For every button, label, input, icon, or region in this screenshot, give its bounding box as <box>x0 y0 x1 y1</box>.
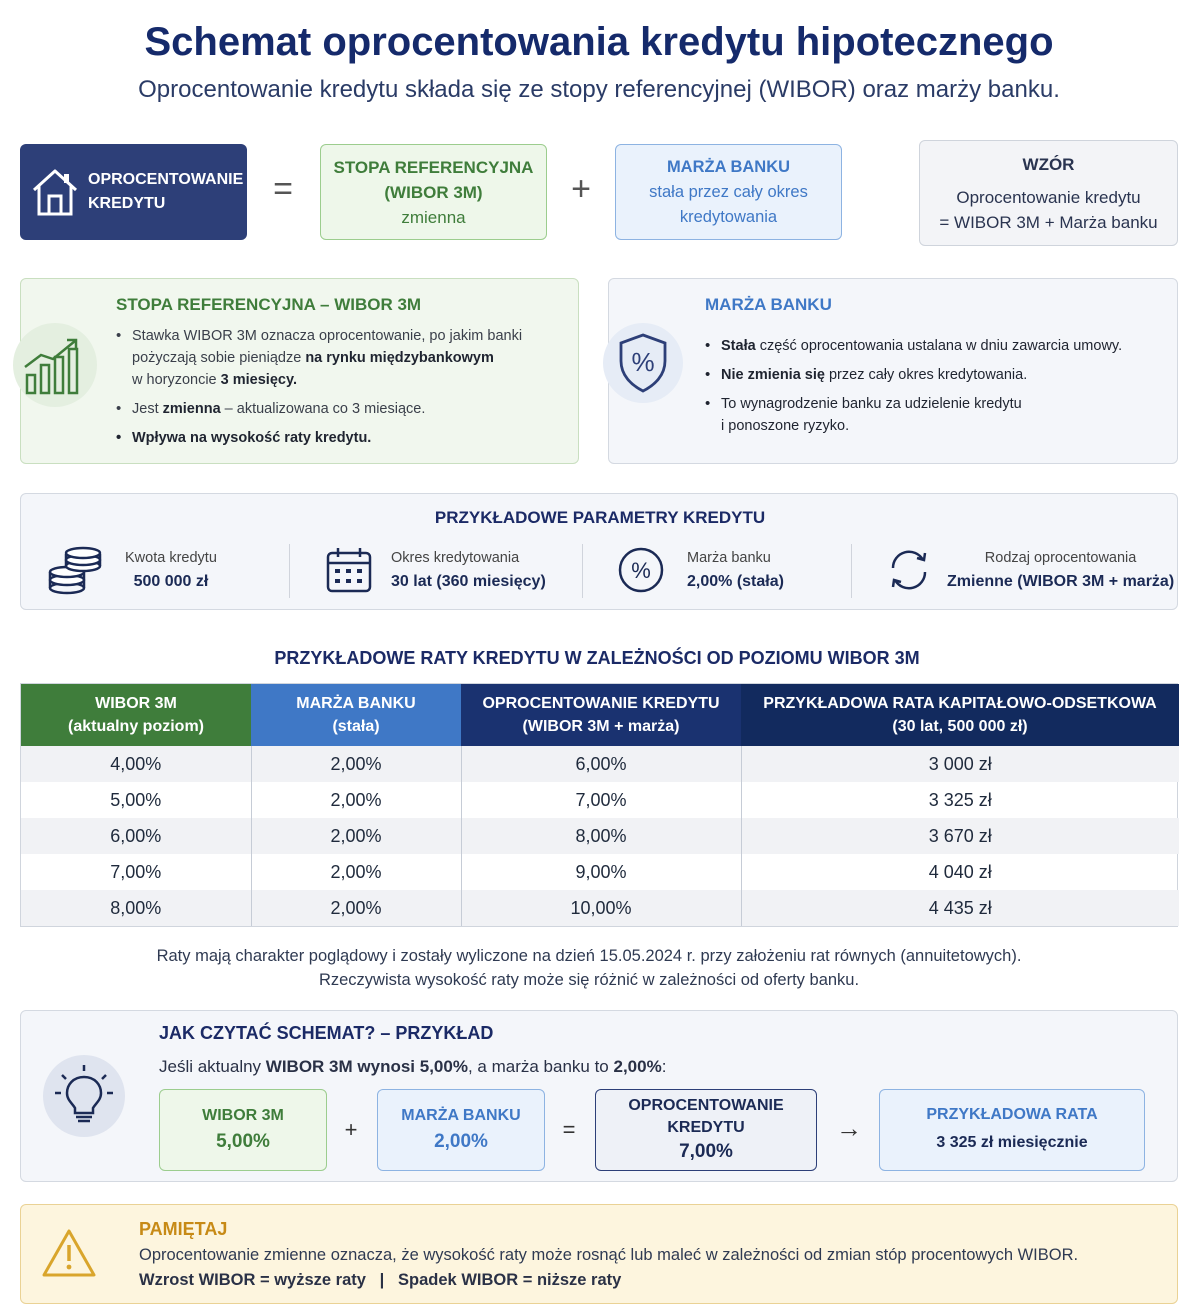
margin-bullet-2: • Nie zmienia się przez cały okres kredytowania. <box>705 364 1165 386</box>
pattern-title: WZÓR <box>1022 154 1075 174</box>
table-cell: 8,00% <box>461 818 741 854</box>
table-note-line2: Rzeczywista wysokość raty może się różnić w zależności od oferty banku. <box>318 971 860 989</box>
param-amount <box>47 542 287 598</box>
table-cell: 3 325 zł <box>928 789 992 810</box>
col-header-wibor: WIBOR 3M (aktualny poziom) <box>21 684 251 746</box>
refresh-icon <box>885 546 933 594</box>
wibor-card-title: STOPA REFERENCYJNA – WIBOR 3M <box>116 295 422 314</box>
param-amount-label: Kwota kredytu <box>125 550 217 566</box>
wibor-bullets <box>116 325 556 456</box>
table-cell: 2,00% <box>251 746 461 782</box>
calendar-icon <box>325 545 373 595</box>
remember-title: PAMIĘTAJ <box>139 1219 228 1239</box>
rates-table-title: PRZYKŁADOWE RATY KREDYTU W ZALEŻNOŚCI OD POZIOMU WIBOR 3M <box>274 648 920 668</box>
ref-line3: zmienna <box>401 207 466 227</box>
page-subtitle: Oprocentowanie kredytu składa się ze stopy referencyjnej (WIBOR) oraz marży banku. <box>138 76 1060 103</box>
table-cell: 2,00% <box>251 890 461 926</box>
table-cell: 8,00% <box>21 890 251 926</box>
table-note <box>0 944 1178 992</box>
wibor-bullet-2: • Jest zmienna – aktualizowana co 3 miesiące. <box>116 398 556 420</box>
rates-table <box>21 684 1179 926</box>
formula-pattern-box <box>919 140 1178 246</box>
wibor-bullet-1: • Stawka WIBOR 3M oznacza oprocentowanie, po jakim banki pożyczają sobie pieniądze na rynku międzybankowym w horyzoncie 3 miesięcy. <box>116 325 556 391</box>
param-divider <box>851 544 852 598</box>
chart-growth-icon <box>13 323 97 407</box>
example-wibor-box: WIBOR 3M 5,00% <box>159 1089 327 1171</box>
table-header-row <box>21 684 1179 746</box>
table-cell: 4,00% <box>21 746 251 782</box>
svg-text:%: % <box>631 558 651 583</box>
margin-info-card <box>608 278 1178 464</box>
col-header-margin: MARŻA BANKU (stała) <box>251 684 461 746</box>
main-rate-line1: OPROCENTOWANIE <box>88 171 244 188</box>
example-rate-box: OPROCENTOWANIE KREDYTU 7,00% <box>595 1089 817 1171</box>
page-title: Schemat oprocentowania kredytu hipotecznego <box>144 20 1054 64</box>
margin-bullet-3: • To wynagrodzenie banku za udzielenie kredytu i ponoszone ryzyko. <box>705 393 1165 437</box>
house-icon <box>30 166 80 218</box>
table-cell: 2,00% <box>251 782 461 818</box>
example-installment-box: PRZYKŁADOWA RATA 3 325 zł miesięcznie <box>879 1089 1145 1171</box>
example-margin-box: MARŻA BANKU 2,00% <box>377 1089 545 1171</box>
param-type-value: Zmienne (WIBOR 3M + marża) <box>947 573 1175 590</box>
main-rate-box <box>20 144 247 240</box>
margin-card-title: MARŻA BANKU <box>705 295 832 314</box>
param-margin-value: 2,00% (stała) <box>687 573 784 590</box>
col-header-rate: OPROCENTOWANIE KREDYTU (WIBOR 3M + marża) <box>461 684 741 746</box>
param-period-value: 30 lat (360 miesięcy) <box>391 573 546 590</box>
coins-icon <box>47 542 103 598</box>
table-cell: 4 040 zł <box>928 861 992 882</box>
table-row <box>21 818 1179 854</box>
param-divider <box>582 544 583 598</box>
margin-line3: kredytowania <box>679 207 778 226</box>
param-margin-label: Marża banku <box>687 550 771 566</box>
table-cell: 6,00% <box>21 818 251 854</box>
example-intro: Jeśli aktualny WIBOR 3M wynosi 5,00%, a marża banku to 2,00%: <box>159 1057 667 1076</box>
table-cell: 7,00% <box>21 854 251 890</box>
example-arrow: → <box>836 1113 862 1143</box>
wibor-bullet-3: • Wpływa na wysokość raty kredytu. <box>116 427 556 449</box>
ref-line1: STOPA REFERENCYJNA <box>333 157 534 177</box>
remember-section <box>20 1204 1178 1304</box>
param-type <box>885 542 1175 598</box>
lightbulb-icon <box>43 1055 125 1137</box>
reference-rate-box <box>320 144 547 240</box>
margin-line2: stała przez cały okres <box>649 182 808 201</box>
bank-margin-box <box>615 144 842 240</box>
main-rate-line2: KREDYTU <box>88 195 166 212</box>
margin-bullet-1: • Stała część oprocentowania ustalana w dniu zawarcia umowy. <box>705 335 1165 357</box>
percent-icon <box>617 546 665 594</box>
param-margin <box>617 542 837 598</box>
param-amount-value: 500 000 zł <box>133 573 209 590</box>
wibor-info-card <box>20 278 579 464</box>
table-cell: 3 670 zł <box>741 818 1179 854</box>
params-title: PRZYKŁADOWE PARAMETRY KREDYTU <box>434 508 766 527</box>
col-header-installment: PRZYKŁADOWA RATA KAPITAŁOWO-ODSETKOWA (30 lat, 500 000 zł) <box>741 684 1179 746</box>
pattern-line1: Oprocentowanie kredytu <box>956 187 1141 207</box>
table-cell: 6,00% <box>461 746 741 782</box>
plus-sign: + <box>571 170 591 208</box>
table-cell: 5,00% <box>21 782 251 818</box>
table-row <box>21 746 1179 782</box>
example-plus: + <box>344 1117 358 1142</box>
shield-percent-icon <box>603 323 683 403</box>
example-title: JAK CZYTAĆ SCHEMAT? – PRZYKŁAD <box>159 1023 494 1043</box>
table-cell: 10,00% <box>461 890 741 926</box>
params-section <box>20 493 1178 610</box>
table-cell: 2,00% <box>251 854 461 890</box>
rates-table-wrapper <box>20 683 1178 927</box>
pattern-line2: = WIBOR 3M + Marża banku <box>939 212 1158 232</box>
table-cell: 7,00% <box>461 782 741 818</box>
remember-rule: Wzrost WIBOR = wyższe raty | Spadek WIBOR = niższe raty <box>139 1271 622 1289</box>
svg-text:%: % <box>631 347 655 377</box>
table-row <box>21 782 1179 818</box>
param-period-label: Okres kredytowania <box>391 550 520 566</box>
equals-sign: = <box>273 170 293 208</box>
param-type-label: Rodzaj oprocentowania <box>984 550 1137 566</box>
table-note-line1: Raty mają charakter poglądowy i zostały wyliczone na dzień 15.05.2024 r. przy założeniu rat równych (annuitetowych). <box>156 947 1022 965</box>
remember-text: Oprocentowanie zmienne oznacza, że wysokość raty może rosnąć lub maleć w zależności od zmian stóp procentowych WIBOR. <box>139 1246 1079 1264</box>
table-cell: 4 435 zł <box>741 890 1179 926</box>
example-section <box>20 1010 1178 1182</box>
example-equals: = <box>562 1117 576 1142</box>
table-row <box>21 854 1179 890</box>
warning-icon <box>41 1227 97 1279</box>
table-cell: 2,00% <box>251 818 461 854</box>
margin-bullets <box>705 335 1165 444</box>
ref-line2: (WIBOR 3M) <box>384 182 483 202</box>
table-row <box>21 890 1179 926</box>
table-cell: 3 000 zł <box>741 746 1179 782</box>
param-divider <box>289 544 290 598</box>
margin-line1: MARŻA BANKU <box>666 157 791 176</box>
table-cell: 9,00% <box>461 854 741 890</box>
param-period <box>325 542 585 598</box>
